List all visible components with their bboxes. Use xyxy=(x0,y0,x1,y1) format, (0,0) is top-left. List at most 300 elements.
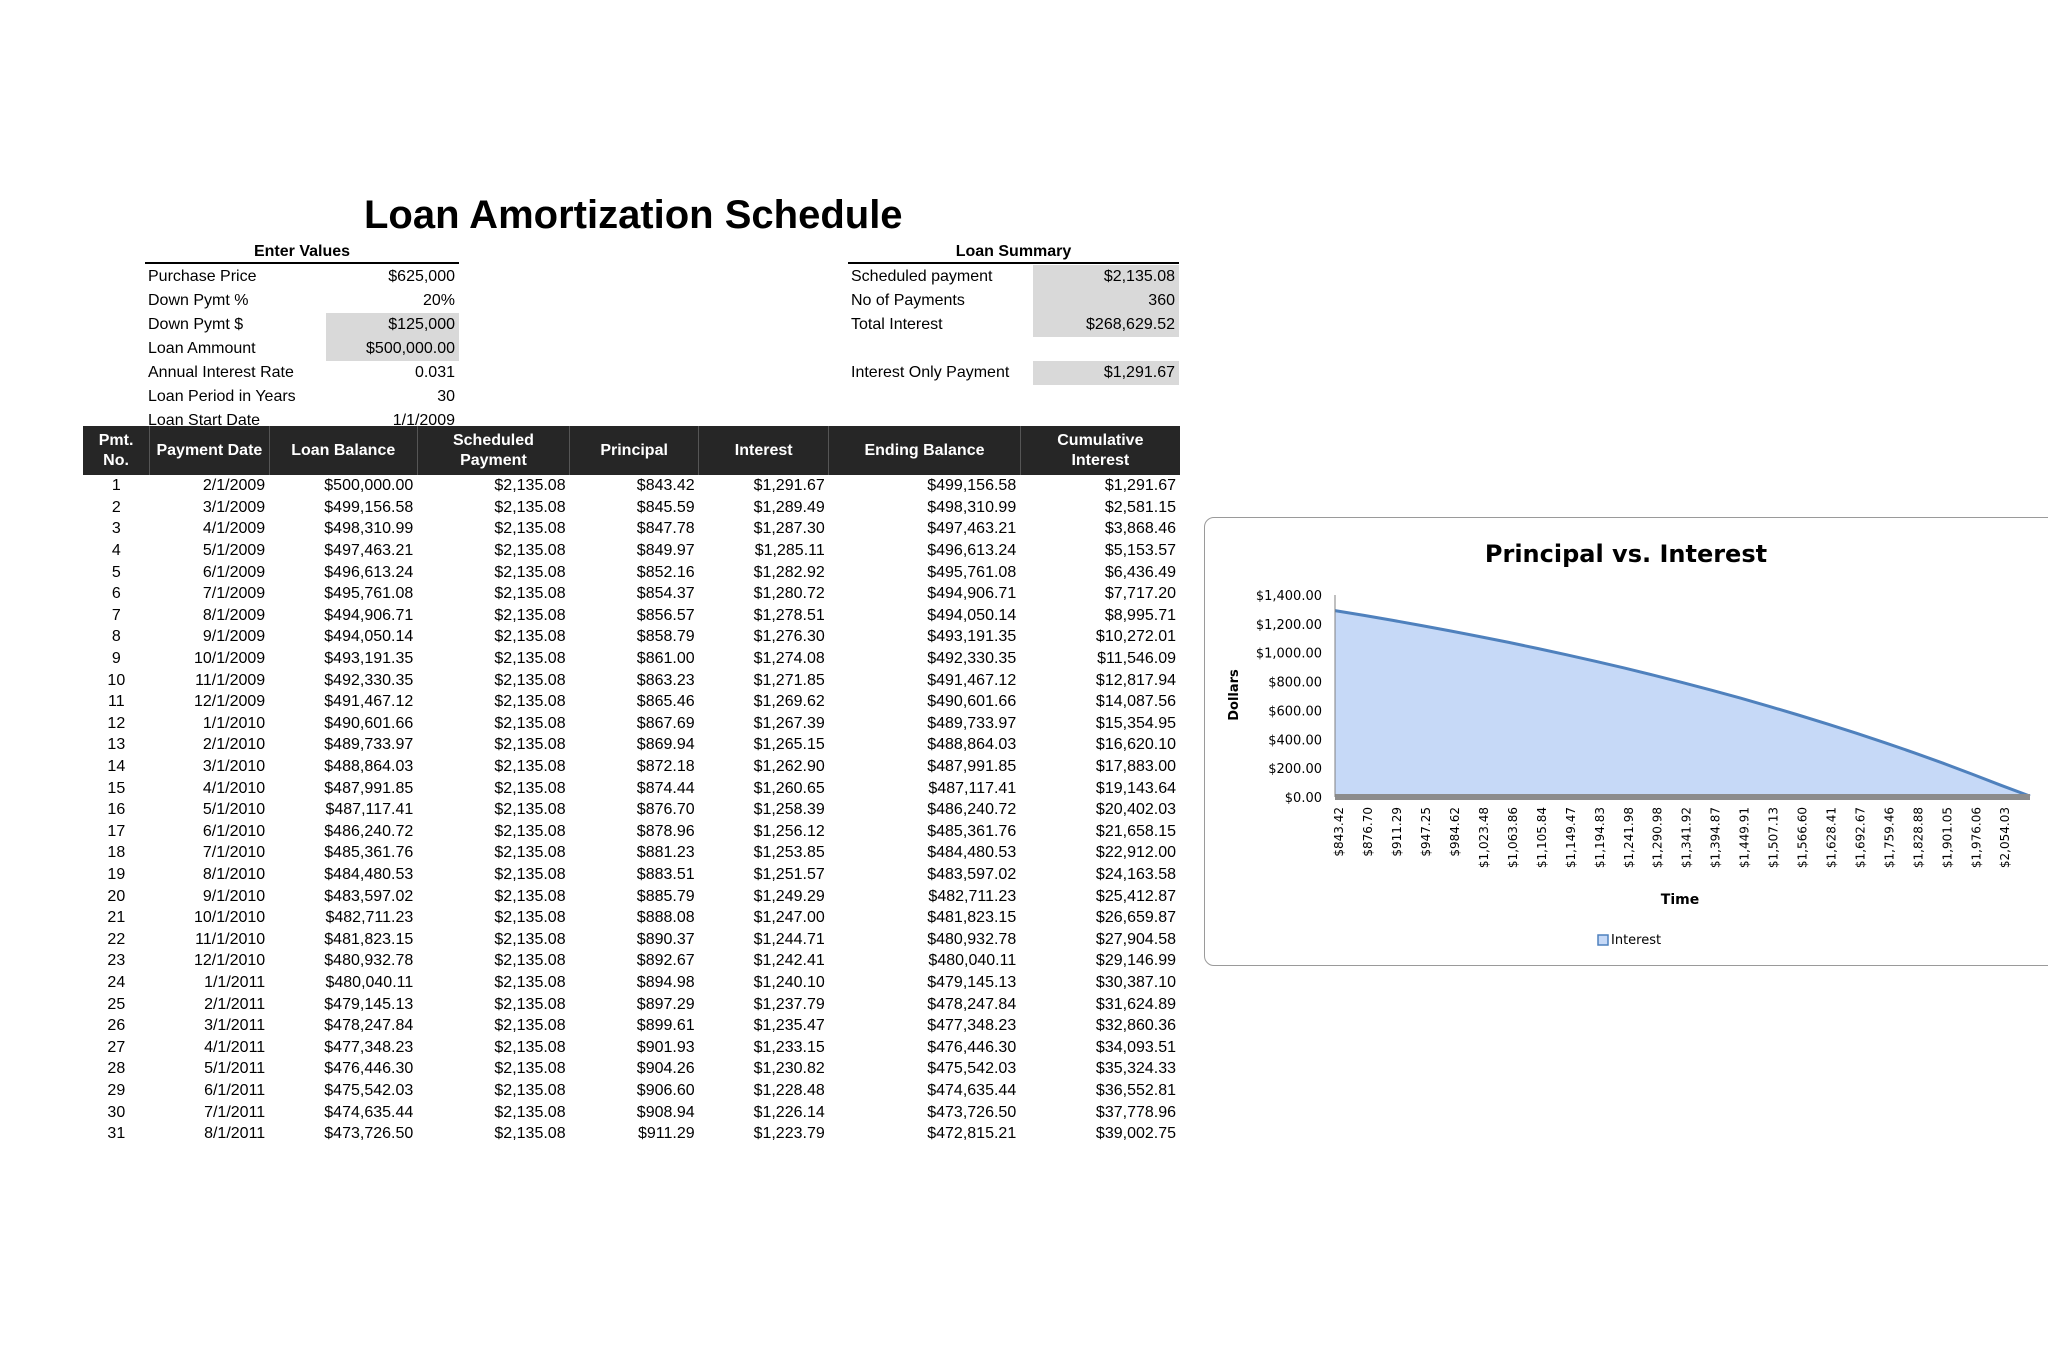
table-header-row xyxy=(83,426,1180,475)
y-tick-label: $800.00 xyxy=(1268,675,1322,691)
x-tick-label: $1,241.98 xyxy=(1621,807,1636,869)
cell-interest: $1,247.00 xyxy=(753,909,825,927)
x-tick-label: $1,341.92 xyxy=(1679,807,1694,869)
loan-summary-row xyxy=(848,265,1179,289)
cell-payment-date: 5/1/2011 xyxy=(204,1060,266,1078)
cell-interest: $1,244.71 xyxy=(753,930,825,948)
x-tick-label: $1,194.83 xyxy=(1592,807,1607,869)
cell-payment-date: 11/1/2009 xyxy=(195,671,266,689)
enter-values-value[interactable]: 1/1/2009 xyxy=(392,412,455,429)
cell-principal: $854.37 xyxy=(636,585,695,603)
cell-principal: $861.00 xyxy=(636,650,695,668)
legend-label-interest: Interest xyxy=(1611,933,1662,948)
cell-scheduled-payment: $2,135.08 xyxy=(494,887,566,905)
cell-cumulative-interest: $24,163.58 xyxy=(1095,865,1176,883)
column-header-scheduled-payment[interactable]: Scheduled Payment xyxy=(417,426,569,475)
cell-principal: $867.69 xyxy=(636,714,695,732)
loan-summary-label: Interest Only Payment xyxy=(851,364,1010,381)
table-row xyxy=(83,518,1180,540)
cell-cumulative-interest: $7,717.20 xyxy=(1104,585,1176,603)
table-row xyxy=(83,993,1180,1015)
x-tick-label: $876.70 xyxy=(1361,807,1376,857)
cell-cumulative-interest: $3,868.46 xyxy=(1104,520,1176,538)
cell-payment-date: 11/1/2010 xyxy=(195,930,266,948)
loan-summary-heading: Loan Summary xyxy=(848,242,1179,264)
cell-scheduled-payment: $2,135.08 xyxy=(494,585,566,603)
table-row xyxy=(83,1123,1180,1145)
table-row xyxy=(83,626,1180,648)
cell-loan-balance: $473,726.50 xyxy=(324,1125,414,1143)
cell-principal: $843.42 xyxy=(636,477,695,495)
x-axis-label: Time xyxy=(1660,892,1700,908)
cell-loan-balance: $474,635.44 xyxy=(324,1103,414,1121)
cell-principal: $849.97 xyxy=(636,542,695,560)
cell-scheduled-payment: $2,135.08 xyxy=(494,779,566,797)
cell-interest: $1,269.62 xyxy=(753,693,825,711)
cell-loan-balance: $492,330.35 xyxy=(324,671,414,689)
cell-payment-date: 8/1/2011 xyxy=(204,1125,266,1143)
y-axis-label: Dollars xyxy=(1227,669,1242,721)
cell-pmt-no: 25 xyxy=(107,995,126,1013)
page-title: Loan Amortization Schedule xyxy=(364,193,903,237)
cell-scheduled-payment: $2,135.08 xyxy=(494,758,566,776)
cell-pmt-no: 27 xyxy=(107,1038,126,1056)
cell-scheduled-payment: $2,135.08 xyxy=(494,714,566,732)
cell-scheduled-payment: $2,135.08 xyxy=(494,844,566,862)
cell-cumulative-interest: $17,883.00 xyxy=(1095,758,1176,776)
cell-principal: $869.94 xyxy=(636,736,695,754)
cell-scheduled-payment: $2,135.08 xyxy=(494,628,566,646)
enter-values-value[interactable]: 0.031 xyxy=(414,364,455,381)
cell-principal: $911.29 xyxy=(637,1125,695,1143)
x-tick-label: $1,449.91 xyxy=(1737,807,1752,869)
cell-payment-date: 6/1/2009 xyxy=(202,563,266,581)
cell-payment-date: 2/1/2009 xyxy=(202,477,266,495)
x-tick-label: $1,828.88 xyxy=(1911,807,1926,869)
cell-principal: $894.98 xyxy=(636,973,695,991)
cell-ending-balance: $472,815.21 xyxy=(927,1125,1017,1143)
cell-cumulative-interest: $19,143.64 xyxy=(1095,779,1176,797)
x-tick-label: $1,759.46 xyxy=(1882,807,1897,869)
x-tick-label: $1,976.06 xyxy=(1969,807,1984,869)
cell-interest: $1,287.30 xyxy=(753,520,825,538)
y-tick-label: $1,400.00 xyxy=(1255,589,1322,604)
cell-ending-balance: $473,726.50 xyxy=(927,1103,1017,1121)
cell-scheduled-payment: $2,135.08 xyxy=(494,498,566,516)
cell-scheduled-payment: $2,135.08 xyxy=(494,606,566,624)
enter-values-value[interactable]: 20% xyxy=(422,292,455,309)
enter-values-row xyxy=(145,337,459,361)
cell-pmt-no: 22 xyxy=(107,930,126,948)
enter-values-label: Purchase Price xyxy=(148,268,257,285)
cell-payment-date: 4/1/2010 xyxy=(202,779,266,797)
cell-pmt-no: 14 xyxy=(107,758,126,776)
cell-ending-balance: $486,240.72 xyxy=(927,801,1017,819)
cell-principal: $876.70 xyxy=(636,801,695,819)
cell-cumulative-interest: $20,402.03 xyxy=(1095,801,1176,819)
x-tick-label: $1,105.84 xyxy=(1534,807,1549,869)
y-tick-label: $400.00 xyxy=(1268,733,1322,749)
cell-loan-balance: $494,906.71 xyxy=(324,606,414,624)
table-row xyxy=(83,475,1180,497)
cell-scheduled-payment: $2,135.08 xyxy=(494,973,566,991)
cell-scheduled-payment: $2,135.08 xyxy=(494,801,566,819)
cell-cumulative-interest: $16,620.10 xyxy=(1095,736,1176,754)
cell-cumulative-interest: $37,778.96 xyxy=(1095,1103,1176,1121)
table-row xyxy=(83,885,1180,907)
cell-principal: $890.37 xyxy=(636,930,695,948)
cell-ending-balance: $477,348.23 xyxy=(927,1017,1017,1035)
cell-interest: $1,267.39 xyxy=(753,714,825,732)
cell-loan-balance: $493,191.35 xyxy=(324,650,414,668)
cell-ending-balance: $489,733.97 xyxy=(927,714,1017,732)
y-tick-label: $1,200.00 xyxy=(1255,617,1322,633)
cell-ending-balance: $485,361.76 xyxy=(927,822,1017,840)
table-row xyxy=(83,864,1180,886)
cell-principal: $872.18 xyxy=(636,758,695,776)
table-row xyxy=(83,1036,1180,1058)
cell-pmt-no: 26 xyxy=(107,1017,126,1035)
cell-ending-balance: $492,330.35 xyxy=(927,650,1017,668)
x-tick-label: $2,054.03 xyxy=(1998,807,2013,869)
enter-values-label: Loan Period in Years xyxy=(148,388,296,405)
cell-payment-date: 5/1/2010 xyxy=(202,801,266,819)
table-row xyxy=(83,1058,1180,1080)
cell-principal: $858.79 xyxy=(636,628,695,646)
cell-interest: $1,278.51 xyxy=(753,606,825,624)
table-row xyxy=(83,799,1180,821)
cell-principal: $852.16 xyxy=(636,563,695,581)
cell-interest: $1,256.12 xyxy=(753,822,825,840)
cell-interest: $1,289.49 xyxy=(753,498,825,516)
loan-summary-row xyxy=(848,361,1179,385)
y-tick-label: $1,000.00 xyxy=(1255,646,1322,662)
cell-interest: $1,240.10 xyxy=(753,973,825,991)
cell-payment-date: 2/1/2011 xyxy=(204,995,266,1013)
table-row xyxy=(83,540,1180,562)
cell-ending-balance: $474,635.44 xyxy=(927,1081,1017,1099)
cell-payment-date: 6/1/2010 xyxy=(202,822,266,840)
cell-loan-balance: $487,117.41 xyxy=(325,801,414,819)
cell-cumulative-interest: $8,995.71 xyxy=(1104,606,1176,624)
cell-cumulative-interest: $35,324.33 xyxy=(1095,1060,1176,1078)
table-body xyxy=(83,475,1180,1144)
cell-pmt-no: 13 xyxy=(107,736,126,754)
cell-loan-balance: $486,240.72 xyxy=(324,822,414,840)
cell-loan-balance: $498,310.99 xyxy=(324,520,414,538)
principal-vs-interest-chart xyxy=(1204,517,2048,966)
table-row xyxy=(83,777,1180,799)
cell-loan-balance: $482,711.23 xyxy=(325,909,414,927)
cell-loan-balance: $485,361.76 xyxy=(324,844,414,862)
cell-principal: $908.94 xyxy=(636,1103,695,1121)
cell-payment-date: 12/1/2009 xyxy=(193,693,266,711)
cell-payment-date: 1/1/2011 xyxy=(204,973,266,991)
cell-interest: $1,282.92 xyxy=(753,563,825,581)
cell-pmt-no: 28 xyxy=(107,1060,126,1078)
loan-summary-label: Total Interest xyxy=(851,316,943,333)
cell-interest: $1,242.41 xyxy=(753,952,825,970)
cell-scheduled-payment: $2,135.08 xyxy=(494,909,566,927)
cell-ending-balance: $497,463.21 xyxy=(927,520,1017,538)
cell-payment-date: 7/1/2010 xyxy=(202,844,266,862)
loan-summary-value: $1,291.67 xyxy=(1033,361,1179,385)
loan-summary-value: 360 xyxy=(1033,289,1179,313)
cell-pmt-no: 20 xyxy=(107,887,126,905)
table-row xyxy=(83,691,1180,713)
cell-principal: $892.67 xyxy=(636,952,695,970)
table-row xyxy=(83,842,1180,864)
enter-values-row xyxy=(145,385,459,409)
cell-scheduled-payment: $2,135.08 xyxy=(494,671,566,689)
cell-cumulative-interest: $29,146.99 xyxy=(1095,952,1176,970)
cell-payment-date: 4/1/2009 xyxy=(202,520,266,538)
cell-loan-balance: $487,991.85 xyxy=(324,779,414,797)
cell-interest: $1,280.72 xyxy=(753,585,825,603)
cell-pmt-no: 29 xyxy=(107,1081,126,1099)
enter-values-label: Down Pymt % xyxy=(148,292,249,309)
table-row xyxy=(83,907,1180,929)
cell-interest: $1,265.15 xyxy=(753,736,825,754)
cell-interest: $1,235.47 xyxy=(753,1017,825,1035)
cell-loan-balance: $489,733.97 xyxy=(324,736,414,754)
cell-principal: $904.26 xyxy=(636,1060,695,1078)
enter-values-label: Annual Interest Rate xyxy=(148,364,294,381)
cell-ending-balance: $479,145.13 xyxy=(927,973,1017,991)
cell-ending-balance: $496,613.24 xyxy=(927,542,1017,560)
cell-scheduled-payment: $2,135.08 xyxy=(494,995,566,1013)
cell-interest: $1,226.14 xyxy=(753,1103,825,1121)
column-header-pmt-no[interactable]: Pmt. No. xyxy=(98,431,134,469)
table-row xyxy=(83,1080,1180,1102)
cell-payment-date: 12/1/2010 xyxy=(193,952,266,970)
table-row xyxy=(83,713,1180,735)
cell-loan-balance: $480,932.78 xyxy=(324,952,414,970)
cell-pmt-no: 4 xyxy=(111,542,121,560)
y-tick-label: $200.00 xyxy=(1268,762,1322,778)
cell-payment-date: 6/1/2011 xyxy=(204,1081,266,1099)
cell-payment-date: 10/1/2010 xyxy=(193,909,266,927)
cell-principal: $888.08 xyxy=(636,909,695,927)
cell-loan-balance: $480,040.11 xyxy=(325,973,414,991)
enter-values-value[interactable]: $500,000.00 xyxy=(326,337,459,361)
cell-payment-date: 9/1/2009 xyxy=(202,628,266,646)
cell-pmt-no: 7 xyxy=(111,606,121,624)
cell-pmt-no: 6 xyxy=(111,585,121,603)
cell-interest: $1,260.65 xyxy=(753,779,825,797)
x-tick-label: $984.62 xyxy=(1448,807,1463,857)
cell-ending-balance: $499,156.58 xyxy=(927,477,1017,495)
cell-loan-balance: $491,467.12 xyxy=(324,693,414,711)
cell-cumulative-interest: $36,552.81 xyxy=(1095,1081,1176,1099)
cell-interest: $1,274.08 xyxy=(753,650,825,668)
cell-loan-balance: $477,348.23 xyxy=(324,1038,414,1056)
cell-loan-balance: $475,542.03 xyxy=(324,1081,414,1099)
cell-pmt-no: 18 xyxy=(107,844,126,862)
enter-values-label: Loan Start Date xyxy=(148,412,261,429)
cell-ending-balance: $487,991.85 xyxy=(927,758,1017,776)
cell-ending-balance: $482,711.23 xyxy=(928,887,1017,905)
table-row xyxy=(83,1015,1180,1037)
table-row xyxy=(83,669,1180,691)
cell-loan-balance: $481,823.15 xyxy=(324,930,414,948)
cell-scheduled-payment: $2,135.08 xyxy=(494,693,566,711)
cell-principal: $856.57 xyxy=(636,606,695,624)
cell-pmt-no: 23 xyxy=(107,952,126,970)
x-tick-label: $1,692.67 xyxy=(1853,807,1868,869)
cell-ending-balance: $475,542.03 xyxy=(927,1060,1017,1078)
cell-ending-balance: $488,864.03 xyxy=(927,736,1017,754)
cell-cumulative-interest: $32,860.36 xyxy=(1095,1017,1176,1035)
cell-loan-balance: $476,446.30 xyxy=(324,1060,414,1078)
cell-scheduled-payment: $2,135.08 xyxy=(494,563,566,581)
cell-principal: $906.60 xyxy=(636,1081,695,1099)
cell-ending-balance: $476,446.30 xyxy=(927,1038,1017,1056)
cell-ending-balance: $478,247.84 xyxy=(927,995,1017,1013)
cell-scheduled-payment: $2,135.08 xyxy=(494,1103,566,1121)
x-tick-label: $1,290.98 xyxy=(1650,807,1665,869)
cell-cumulative-interest: $31,624.89 xyxy=(1095,995,1176,1013)
cell-ending-balance: $490,601.66 xyxy=(927,693,1017,711)
cell-cumulative-interest: $2,581.15 xyxy=(1104,498,1176,516)
x-tick-label: $911.29 xyxy=(1390,807,1405,857)
column-header-principal[interactable]: Principal xyxy=(570,426,699,475)
column-header-interest[interactable]: Interest xyxy=(699,426,829,475)
cell-interest: $1,223.79 xyxy=(753,1125,825,1143)
cell-ending-balance: $491,467.12 xyxy=(927,671,1017,689)
cell-cumulative-interest: $11,546.09 xyxy=(1097,650,1176,668)
x-tick-label: $1,566.60 xyxy=(1795,807,1810,869)
cell-payment-date: 10/1/2009 xyxy=(193,650,266,668)
x-tick-label: $1,628.41 xyxy=(1824,807,1839,869)
cell-pmt-no: 3 xyxy=(111,520,121,538)
cell-payment-date: 7/1/2009 xyxy=(202,585,266,603)
table-row xyxy=(83,756,1180,778)
cell-cumulative-interest: $5,153.57 xyxy=(1104,542,1176,560)
cell-payment-date: 3/1/2011 xyxy=(204,1017,266,1035)
cell-payment-date: 1/1/2010 xyxy=(202,714,266,732)
interest-area xyxy=(1335,611,2030,797)
cell-principal: $845.59 xyxy=(636,498,695,516)
column-header-ending-balance[interactable]: Ending Balance xyxy=(829,426,1020,475)
cell-ending-balance: $481,823.15 xyxy=(927,909,1017,927)
cell-pmt-no: 31 xyxy=(107,1125,126,1143)
enter-values-value[interactable]: $125,000 xyxy=(326,313,459,337)
enter-values-value[interactable]: 30 xyxy=(437,388,455,405)
cell-interest: $1,276.30 xyxy=(753,628,825,646)
cell-cumulative-interest: $34,093.51 xyxy=(1095,1038,1176,1056)
cell-pmt-no: 19 xyxy=(107,865,126,883)
amortization-table xyxy=(83,426,1180,1144)
cell-loan-balance: $500,000.00 xyxy=(324,477,414,495)
cell-pmt-no: 16 xyxy=(107,801,126,819)
cell-loan-balance: $484,480.53 xyxy=(324,865,414,883)
table-row xyxy=(83,821,1180,843)
column-header-loan-balance[interactable]: Loan Balance xyxy=(269,426,417,475)
cell-scheduled-payment: $2,135.08 xyxy=(494,1038,566,1056)
x-tick-label: $1,394.87 xyxy=(1708,807,1723,869)
cell-cumulative-interest: $39,002.75 xyxy=(1095,1125,1176,1143)
cell-pmt-no: 8 xyxy=(111,628,121,646)
table-row xyxy=(83,583,1180,605)
cell-cumulative-interest: $26,659.87 xyxy=(1095,909,1176,927)
cell-payment-date: 3/1/2009 xyxy=(202,498,266,516)
loan-summary-label: No of Payments xyxy=(851,292,965,309)
cell-loan-balance: $494,050.14 xyxy=(324,628,414,646)
loan-summary-value: $2,135.08 xyxy=(1033,265,1179,289)
cell-principal: $863.23 xyxy=(636,671,695,689)
cell-interest: $1,258.39 xyxy=(753,801,825,819)
cell-scheduled-payment: $2,135.08 xyxy=(494,542,566,560)
cell-pmt-no: 5 xyxy=(111,563,121,581)
enter-values-value[interactable]: $625,000 xyxy=(388,268,455,285)
cell-pmt-no: 30 xyxy=(107,1103,126,1121)
cell-payment-date: 8/1/2010 xyxy=(202,865,266,883)
cell-interest: $1,271.85 xyxy=(753,671,825,689)
table-row xyxy=(83,561,1180,583)
x-tick-label: $1,023.48 xyxy=(1476,807,1491,869)
cell-payment-date: 5/1/2009 xyxy=(202,542,266,560)
cell-interest: $1,233.15 xyxy=(753,1038,825,1056)
chart-title: Principal vs. Interest xyxy=(1484,540,1768,568)
cell-payment-date: 9/1/2010 xyxy=(202,887,266,905)
cell-scheduled-payment: $2,135.08 xyxy=(494,1125,566,1143)
cell-cumulative-interest: $25,412.87 xyxy=(1095,887,1176,905)
x-axis-band xyxy=(1335,794,2030,800)
cell-scheduled-payment: $2,135.08 xyxy=(494,865,566,883)
table-row xyxy=(83,497,1180,519)
cell-scheduled-payment: $2,135.08 xyxy=(494,650,566,668)
cell-cumulative-interest: $6,436.49 xyxy=(1104,563,1176,581)
cell-loan-balance: $495,761.08 xyxy=(324,585,414,603)
cell-scheduled-payment: $2,135.08 xyxy=(494,477,566,495)
cell-principal: $897.29 xyxy=(636,995,695,1013)
cell-payment-date: 3/1/2010 xyxy=(202,758,266,776)
cell-loan-balance: $488,864.03 xyxy=(324,758,414,776)
loan-summary-label: Scheduled payment xyxy=(851,268,993,285)
cell-principal: $865.46 xyxy=(636,693,695,711)
cell-payment-date: 7/1/2011 xyxy=(204,1103,266,1121)
cell-payment-date: 8/1/2009 xyxy=(202,606,266,624)
enter-values-label: Loan Ammount xyxy=(148,340,256,357)
legend-swatch-interest xyxy=(1598,935,1608,945)
cell-cumulative-interest: $10,272.01 xyxy=(1095,628,1176,646)
cell-payment-date: 4/1/2011 xyxy=(204,1038,266,1056)
cell-pmt-no: 9 xyxy=(111,650,121,668)
cell-pmt-no: 1 xyxy=(111,477,121,495)
cell-interest: $1,262.90 xyxy=(753,758,825,776)
column-header-payment-date[interactable]: Payment Date xyxy=(150,426,270,475)
cell-loan-balance: $499,156.58 xyxy=(324,498,414,516)
cell-principal: $899.61 xyxy=(636,1017,695,1035)
cell-pmt-no: 17 xyxy=(107,822,126,840)
cell-cumulative-interest: $30,387.10 xyxy=(1095,973,1176,991)
x-tick-label: $947.25 xyxy=(1419,807,1434,857)
cell-principal: $881.23 xyxy=(636,844,695,862)
cell-ending-balance: $487,117.41 xyxy=(928,779,1017,797)
cell-loan-balance: $496,613.24 xyxy=(324,563,414,581)
x-tick-label: $1,063.86 xyxy=(1505,807,1520,869)
cell-ending-balance: $483,597.02 xyxy=(927,865,1017,883)
column-header-cumulative-interest[interactable]: Cumulative Interest xyxy=(1020,426,1180,475)
cell-ending-balance: $480,932.78 xyxy=(927,930,1017,948)
cell-scheduled-payment: $2,135.08 xyxy=(494,822,566,840)
cell-payment-date: 2/1/2010 xyxy=(202,736,266,754)
x-tick-label: $1,149.47 xyxy=(1563,807,1578,869)
cell-cumulative-interest: $21,658.15 xyxy=(1095,822,1176,840)
cell-interest: $1,285.11 xyxy=(754,542,825,560)
table-row xyxy=(83,928,1180,950)
